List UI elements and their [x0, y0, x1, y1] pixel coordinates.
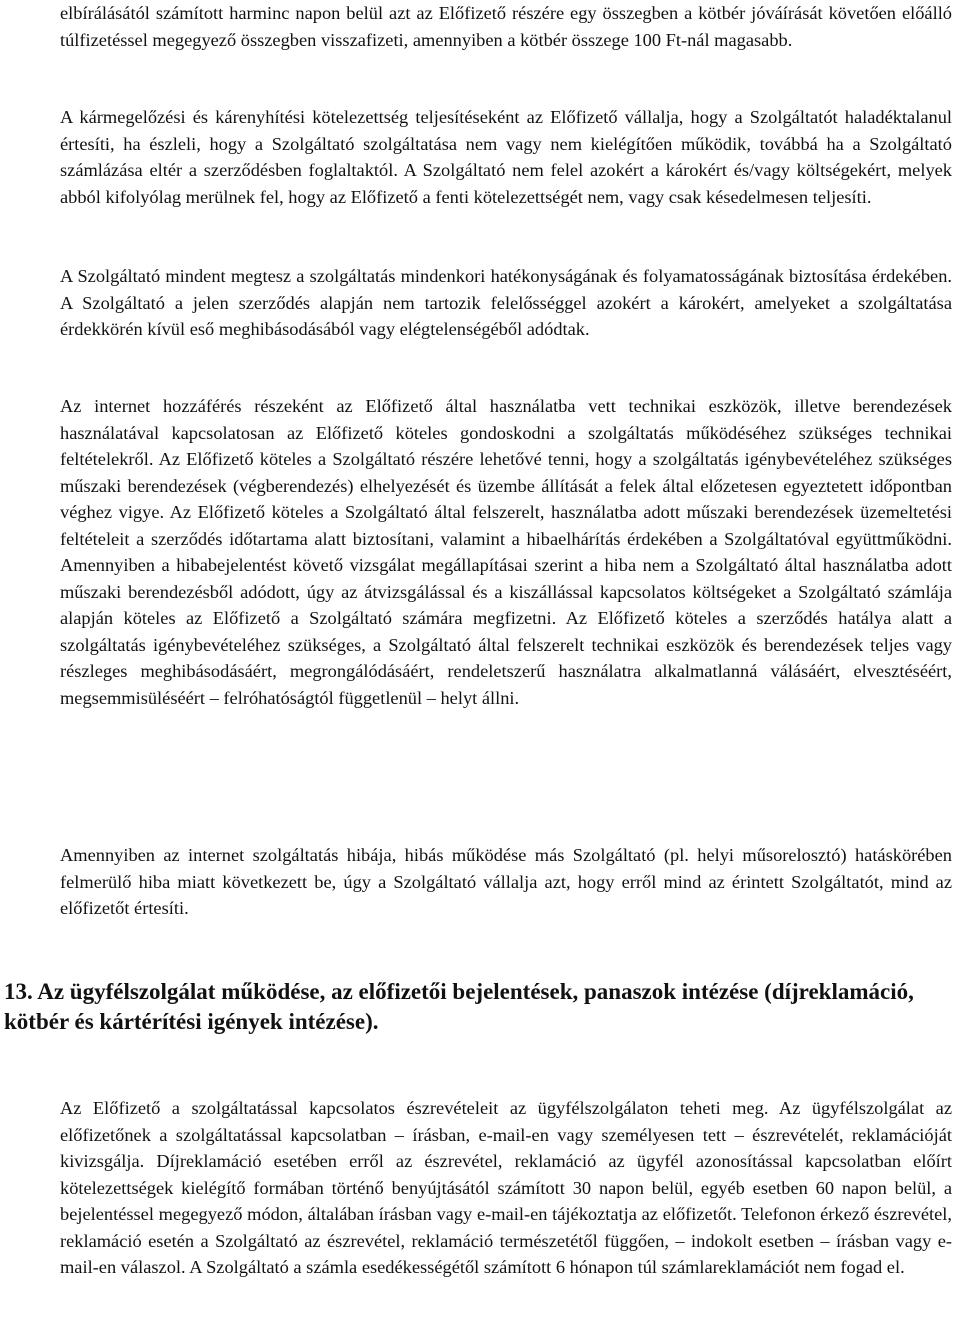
paragraph-service-continuity: A Szolgáltató mindent megtesz a szolgáltatás mindenkori hatékonyságának és folyamatosságának biztosítása érdekében. A Szolgáltató a jelen szerződés alapján nem tartozik felelősséggel azokért a károkért, amelyeket a szolgáltatása érdekkörén kívül eső meghibásodásából vagy elégtelenségéből adódtak. — [60, 266, 952, 339]
paragraph-third-party-fault: Amennyiben az internet szolgáltatás hibája, hibás működése más Szolgáltató (pl. helyi műsorelosztó) hatáskörében felmerülő hiba miatt következett be, úgy a Szolgáltató vállalja azt, hogy erről mind az érintett Szolgáltatót, mind az előfizetőt értesíti. — [60, 845, 952, 918]
paragraph-damage-prevention: A kármegelőzési és kárenyhítési kötelezettség teljesítéseként az Előfizető vállalja, hogy a Szolgáltatót haladéktalanul értesíti, ha észleli, hogy a Szolgáltató szolgáltatása nem vagy nem kielégítően működik, továbbá ha a Szolgáltató számlázása eltér a szerződésben foglaltaktól. A Szolgáltató nem felel azokért a károkért és/vagy költségekért, melyek abból kifolyólag merülnek fel, hogy az Előfizető a fenti kötelezettségét nem, vagy csak késedelmesen teljesíti. — [60, 107, 952, 207]
paragraph-penalty-refund: elbírálásától számított harminc napon belül azt az Előfizető részére egy összegben a kötbér jóváírását követően előálló túlfizetéssel megegyező összegben visszafizeti, amennyiben a kötbér összege 100 Ft-nál magasabb. — [60, 3, 952, 50]
paragraph-technical-equipment: Az internet hozzáférés részeként az Előfizető által használatba vett technikai eszközök, illetve berendezések használatával kapcsolatosan az Előfizető köteles gondoskodni a szolgáltatás működéséhez szükséges technikai feltételekről. Az Előfizető köteles a Szolgáltató részére lehetővé tenni, hogy a szolgáltatás igénybevételéhez szükséges műszaki berendezések (végberendezés) elhelyezését és üzembe állítását a felek által előzetesen egyeztetett időpontban véghez vigye. Az Előfizető köteles a Szolgáltató által felszerelt, használatba adott műszaki berendezések üzemeltetési feltételeit a szerződés időtartama alatt biztosítani, valamint a hibaelhárítás érdekében a Szolgáltatóval együttműködni. Amennyiben a hibabejelentést követő vizsgálat megállapításai szerint a hiba nem a Szolgáltató által használatba adott műszaki berendezésből adódott, úgy az átvizsgálással és a kiszállással kapcsolatos költségeket a Szolgáltató számlája alapján köteles az Előfizető a Szolgáltató számára megfizetni. Az Előfizető köteles a szerződés hatálya alatt a szolgáltatás igénybevételéhez szükséges, a Szolgáltató által felszerelt technikai eszközök és berendezések teljes vagy részleges meghibásodásáért, megrongálódásáért, rendeletszerű használatra alkalmatlanná válásáért, elvesztéséért, megsemmisüléséért – felróhatóságtól függetlenül – helyt állni. — [60, 396, 952, 708]
paragraph-customer-service: Az Előfizető a szolgáltatással kapcsolatos észrevételeit az ügyfélszolgálaton teheti meg. Az ügyfélszolgálat az előfizetőnek a szolgáltatással kapcsolatban – írásban, e-mail-en vagy személyesen tett – észrevételét, reklamációját kivizsgálja. Díjreklamáció esetében erről az észrevétel, reklamáció az ügyfél azonosítással kapcsolatban előírt kötelezettségek kielégítő formában történő benyújtásától számított 30 napon belül, egyéb esetben 60 napon belül, a bejelentéssel megegyező módon, általában írásban vagy e-mail-en tájékoztatja az előfizetőt. Telefonon érkező észrevétel, reklamáció esetén a Szolgáltató az észrevétel, reklamáció természetétől függően, – indokolt esetben – írásban vagy e-mail-en válaszol. A Szolgáltató a számla esedékességétől számított 6 hónapon túl számlareklamációt nem fogad el. — [60, 1098, 952, 1277]
section-heading: 13. Az ügyfélszolgálat működése, az előfizetői bejelentések, panaszok intézése (díjreklamáció, kötbér és kártérítési igények intézése). — [4, 979, 914, 1034]
